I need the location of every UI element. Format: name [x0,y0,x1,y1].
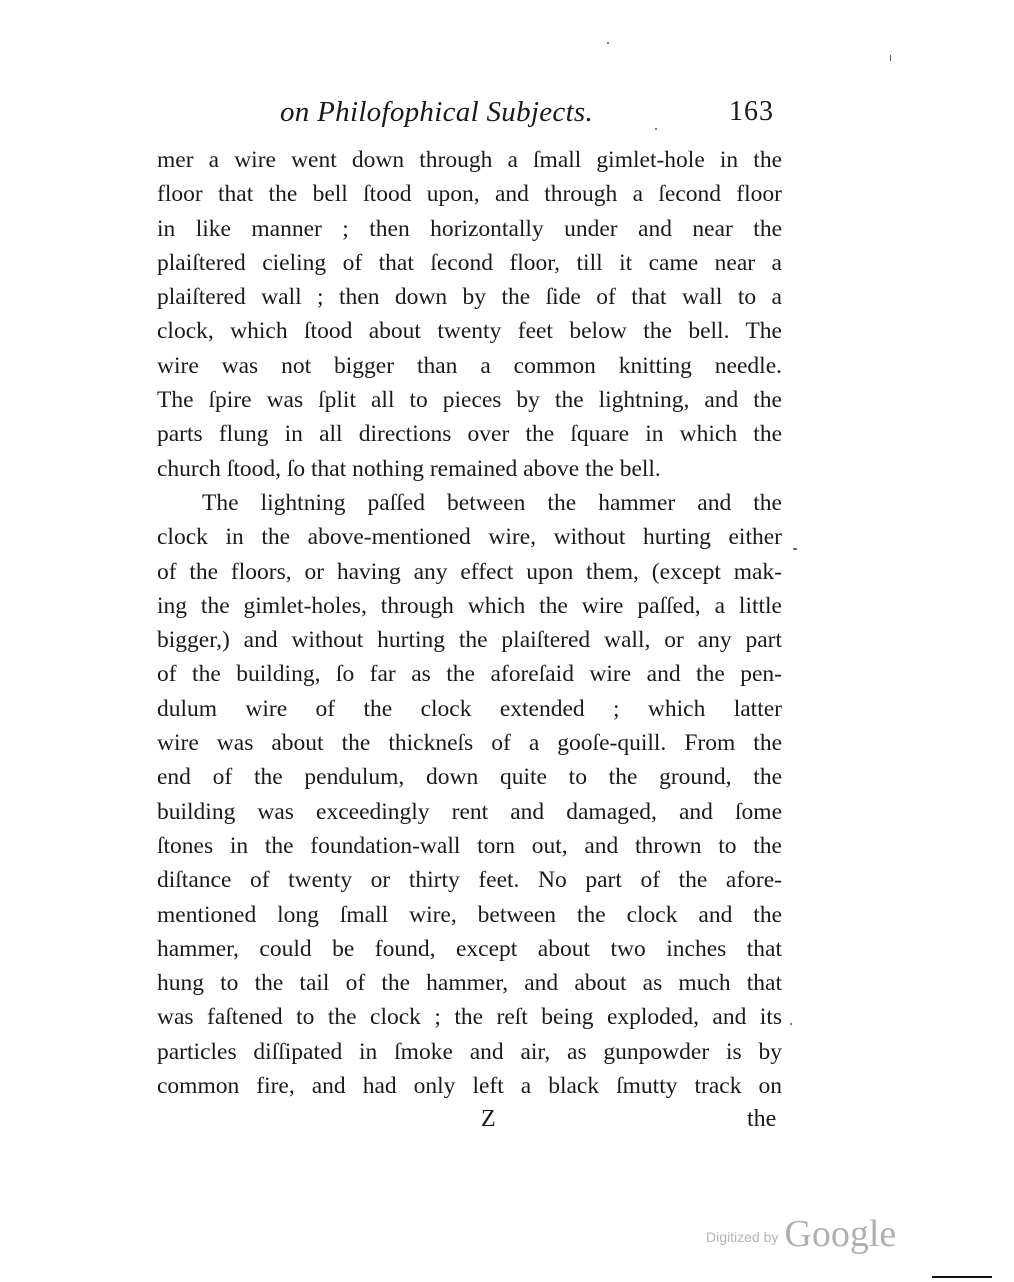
running-title: on Philofophical Subjects. [280,96,594,128]
text-line: clock in the above-mentioned wire, without hurting either [157,524,782,551]
text-line: mer a wire went down through a ſmall gimlet-hole in the [157,147,782,173]
text-line: plaiſtered cieling of that ſecond floor, till it came near a [157,249,782,276]
text-line: parts flung in all directions over the ſquare in which the [157,421,782,448]
google-logo: Google [784,1213,897,1255]
text-line: ing the gimlet-holes, through which the wire paſſed, a little [157,592,782,619]
scan-speck [655,128,657,130]
text-line: of the floors, or having any effect upon them, (except mak- [157,558,782,585]
catchword: the [747,1106,777,1132]
scan-speck [607,42,609,44]
text-line: plaiſtered wall ; then down by the ſide of that wall to a [157,284,782,311]
text-line: of the building, ſo far as the aforeſaid wire and the pen- [157,661,782,688]
text-line: church ſtood, ſo that nothing remained above the bell. [157,455,661,482]
text-line: end of the pendulum, down quite to the ground, the [157,764,782,791]
text-line: hammer, could be found, except about two inches that [157,935,782,962]
text-line: The lightning paſſed between the hammer and the [202,489,782,516]
text-line: particles diſſipated in ſmoke and air, as gunpowder is by [157,1038,782,1065]
text-line: common fire, and had only left a black ſmutty track on [157,1073,782,1100]
digitized-by-watermark [706,1212,896,1256]
watermark-prefix: Digitized by [706,1229,779,1245]
text-line: dulum wire of the clock extended ; which latter [157,695,782,722]
text-line: in like manner ; then horizontally under and near the [157,215,782,242]
body-text [157,143,782,1103]
text-line: mentioned long ſmall wire, between the clock and the [157,901,782,928]
page-number: 163 [729,96,774,127]
scan-speck [790,1023,792,1025]
signature-mark: Z [481,1106,496,1132]
text-line: hung to the tail of the hammer, and about as much that [157,970,782,997]
scan-speck [890,55,891,61]
text-line: was faſtened to the clock ; the reſt being exploded, and its [157,1004,782,1031]
text-line: The ſpire was ſplit all to pieces by the lightning, and the [157,387,782,414]
text-line: diſtance of twenty or thirty feet. No part of the afore- [157,867,782,894]
text-line: clock, which ſtood about twenty feet below the bell. The [157,318,782,345]
text-line: ſtones in the foundation-wall torn out, and thrown to the [157,832,782,859]
text-line: building was exceedingly rent and damaged, and ſome [157,798,782,825]
paragraph-2 [157,486,782,1103]
scan-speck [793,548,797,550]
text-line: floor that the bell ſtood upon, and through a ſecond floor [157,181,782,208]
scan-edge-rule [932,1276,992,1278]
text-line: wire was not bigger than a common knitting needle. [157,352,782,379]
text-line: bigger,) and without hurting the plaiſtered wall, or any part [157,627,782,654]
text-line: wire was about the thickneſs of a gooſe-quill. From the [157,730,782,757]
paragraph-1 [157,143,782,486]
